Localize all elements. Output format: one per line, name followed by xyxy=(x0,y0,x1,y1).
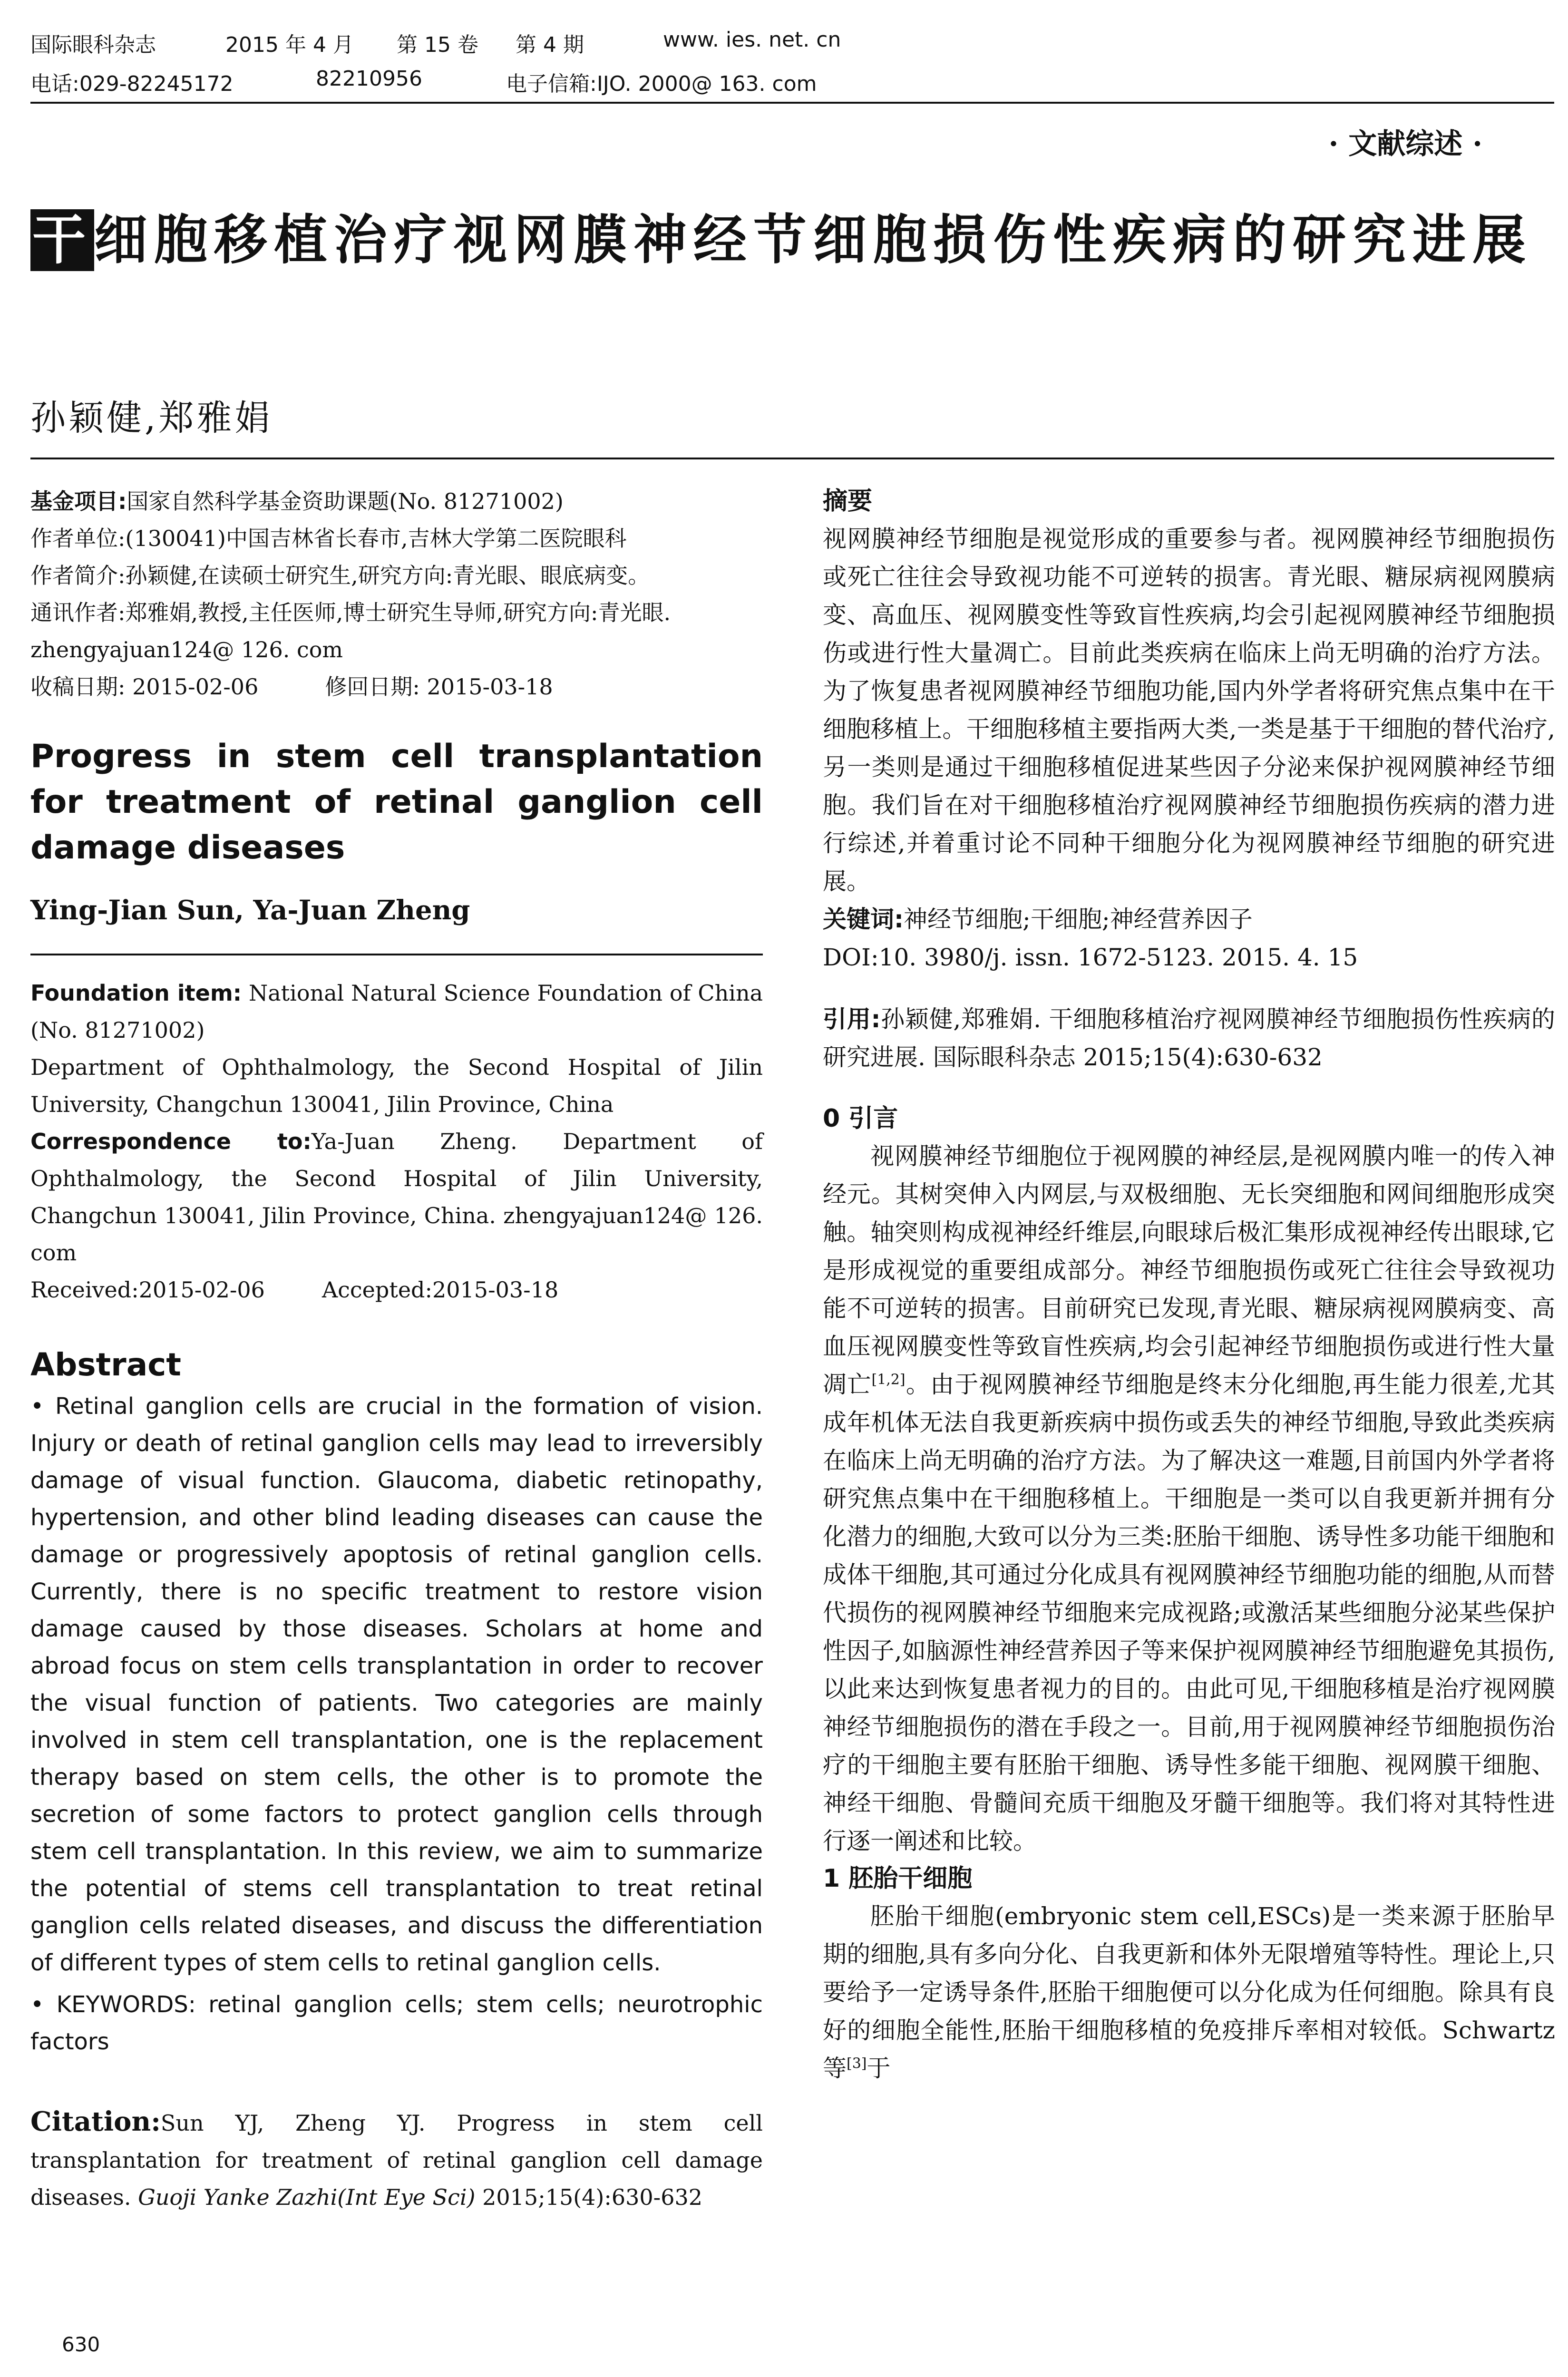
dates-en: Received:2015-02-06 Accepted:2015-03-18 xyxy=(30,1277,559,1303)
header-rule xyxy=(30,102,1554,104)
doi: DOI:10. 3980/j. issn. 1672-5123. 2015. 4. 15 xyxy=(823,944,1358,971)
en-header-rule xyxy=(30,954,763,955)
info-en xyxy=(30,974,763,1308)
title-rest: 细胞移植治疗视网膜神经节细胞损伤性疾病的研究进展 xyxy=(94,209,1532,271)
article-title-cn xyxy=(30,205,1543,276)
journal-email: 电子信箱:IJO. 2000@ 163. com xyxy=(506,72,817,96)
bio-cn: 作者简介:孙颖健,在读硕士研究生,研究方向:青光眼、眼底病变。 xyxy=(30,563,650,588)
keywords-cn: 关键词:神经节细胞;干细胞;神经营养因子 xyxy=(823,906,1253,933)
left-column xyxy=(30,483,763,2216)
dates-cn: 收稿日期: 2015-02-06 修回日期: 2015-03-18 xyxy=(30,674,553,700)
intro-paragraph: 视网膜神经节细胞位于视网膜的神经层,是视网膜内唯一的传入神经元。其树突伸入内网层,与双极细胞、无长突细胞和网间细胞形成突触。轴突则构成视神经纤维层,向眼球后极汇集形成视神经传出眼球,它是形成视觉的重要组成部分。神经节细胞损伤或死亡往往会导致视功能不可逆转的损害。目前研究已发现,青光眼、糖尿病视网膜病变、高血压视网膜变性等致盲性疾病,均会引起神经节细胞损伤或进行性大量凋亡[1,2]。由于视网膜神经节细胞是终末分化细胞,再生能力很差,尤其成年机体无法自我更新疾病中损伤或丢失的神经节细胞,导致此类疾病在临床上尚无明确的治疗方法。为了解决这一难题,目前国内外学者将研究焦点集中在干细胞移植上。干细胞是一类可以自我更新并拥有分化潜力的细胞,大致可以分为三类:胚胎干细胞、诱导性多功能干细胞和成体干细胞,其可通过分化成具有视网膜神经节细胞功能的细胞,从而替代损伤的视网膜神经节细胞来完成视路;或激活某些细胞分泌某些保护性因子,如脑源性神经营养因子等来保护视网膜神经节细胞避免其损伤,以此来达到恢复患者视力的目的。由此可见,干细胞移植是治疗视网膜神经节细胞损伤的潜在手段之一。目前,用于视网膜神经节细胞损伤治疗的干细胞主要有胚胎干细胞、诱导性多能干细胞、视网膜干细胞、神经干细胞、骨髓间充质干细胞及牙髓干细胞等。我们将对其特性进行逐一阐述和比较。 xyxy=(823,1142,1556,1855)
correspondence-cn: 通讯作者:郑雅娟,教授,主任医师,博士研究生导师,研究方向:青光眼. zhengyajuan124@ 126. com xyxy=(30,600,671,662)
authors-en: Ying-Jian Sun, Ya-Juan Zheng xyxy=(30,895,470,926)
title-first-char: 干 xyxy=(30,209,94,271)
section1-heading: 1 胚胎干细胞 xyxy=(823,1864,973,1893)
department-en: Department of Ophthalmology, the Second Hospital of Jilin University, Changchun 130041, Jilin Province, China xyxy=(30,1054,763,1117)
abstract-heading-cn: 摘要 xyxy=(823,487,873,516)
section-tag: · 文献综述 · xyxy=(1328,127,1482,161)
section1-paragraph: 胚胎干细胞(embryonic stem cell,ESCs)是一类来源于胚胎早期的细胞,具有多向分化、自我更新和体外无限增殖等特性。理论上,只要给予一定诱导条件,胚胎干细胞便可以分化成为任何细胞。除具有良好的细胞全能性,胚胎干细胞移植的免疫排斥率相对较低。Schwartz 等[3]于 xyxy=(823,1902,1555,2082)
issue-date: 2015 年 4 月 xyxy=(225,33,354,57)
correspondence-en: Correspondence to:Ya-Juan Zheng. Department of Ophthalmology, the Second Hospital of Jilin University, Changchun 130041, Jilin Province, China. zhengyajuan124@ 126. com xyxy=(30,1129,763,1266)
journal-website: www. ies. net. cn xyxy=(663,28,841,52)
foundation-en: Foundation item: National Natural Science Foundation of China (No. 81271002) xyxy=(30,980,763,1043)
abstract-heading-en: Abstract xyxy=(30,1346,181,1383)
journal-name: 国际眼科杂志 xyxy=(30,33,156,57)
title-rule xyxy=(30,458,1554,459)
right-column xyxy=(823,483,1555,2087)
issue: 第 4 期 xyxy=(516,33,584,57)
page-number: 630 xyxy=(62,2333,100,2356)
abstract-body-cn: 视网膜神经节细胞是视觉形成的重要参与者。视网膜神经节细胞损伤或死亡往往会导致视功能不可逆转的损害。青光眼、糖尿病视网膜病变、高血压、视网膜变性等致盲性疾病,均会引起视网膜神经节细胞损伤或进行性大量凋亡。目前此类疾病在临床上尚无明确的治疗方法。为了恢复患者视网膜神经节细胞功能,国内外学者将研究焦点集中在干细胞移植上。干细胞移植主要指两大类,一类是基于干细胞的替代治疗,另一类则是通过干细胞移植促进某些因子分泌来保护视网膜神经节细胞。我们旨在对干细胞移植治疗视网膜神经节细胞损伤疾病的潜力进行综述,并着重讨论不同种干细胞分化为视网膜神经节细胞的研究进展。 xyxy=(823,525,1555,895)
journal-phone2: 82210956 xyxy=(316,67,422,91)
citation-en: Citation:Sun YJ, Zheng YJ. Progress in stem cell transplantation for treatment of retinal ganglion cell damage diseases. Guoji Yanke Zazhi(Int Eye Sci) 2015;15(4):630-632 xyxy=(30,2106,763,2210)
foundation-cn: 基金项目:国家自然科学基金资助课题(No. 81271002) xyxy=(30,488,564,514)
info-cn xyxy=(30,483,763,705)
article-title-en: Progress in stem cell transplantation for treatment of retinal ganglion cell damage diseases xyxy=(30,738,763,867)
abstract-body-en: • Retinal ganglion cells are crucial in the formation of vision. Injury or death of retinal ganglion cells may lead to irreversibly damage of visual function. Glaucoma, diabetic retinopathy, hypertension, and other blind leading diseases can cause the damage or progressively apoptosis of retinal ganglion cells. Currently, there is no specific treatment to restore vision damage caused by those diseases. Scholars at home and abroad focus on stem cells transplantation in order to recover the visual function of patients. Two categories are mainly involved in stem cell transplantation, one is the replacement therapy based on stem cells, the other is to promote the secretion of some factors to protect ganglion cells through stem cell transplantation. In this review, we aim to summarize the potential of stems cell transplantation to treat retinal ganglion cells related diseases, and discuss the differentiation of different types of stem cells to retinal ganglion cells. xyxy=(30,1393,763,1976)
keywords-en: • KEYWORDS: retinal ganglion cells; stem cells; neurotrophic factors xyxy=(30,1991,763,2055)
authors-cn: 孙颖健,郑雅娟 xyxy=(30,398,273,438)
journal-phone: 电话:029-82245172 xyxy=(30,72,234,96)
unit-cn: 作者单位:(130041)中国吉林省长春市,吉林大学第二医院眼科 xyxy=(30,526,627,551)
citation-cn: 引用:孙颖健,郑雅娟. 干细胞移植治疗视网膜神经节细胞损伤性疾病的研究进展. 国际眼科杂志 2015;15(4):630-632 xyxy=(823,1005,1555,1071)
volume: 第 15 卷 xyxy=(397,33,478,57)
intro-heading: 0 引言 xyxy=(823,1104,898,1133)
citation-journal: Guoji Yanke Zazhi(Int Eye Sci) xyxy=(138,2184,476,2210)
